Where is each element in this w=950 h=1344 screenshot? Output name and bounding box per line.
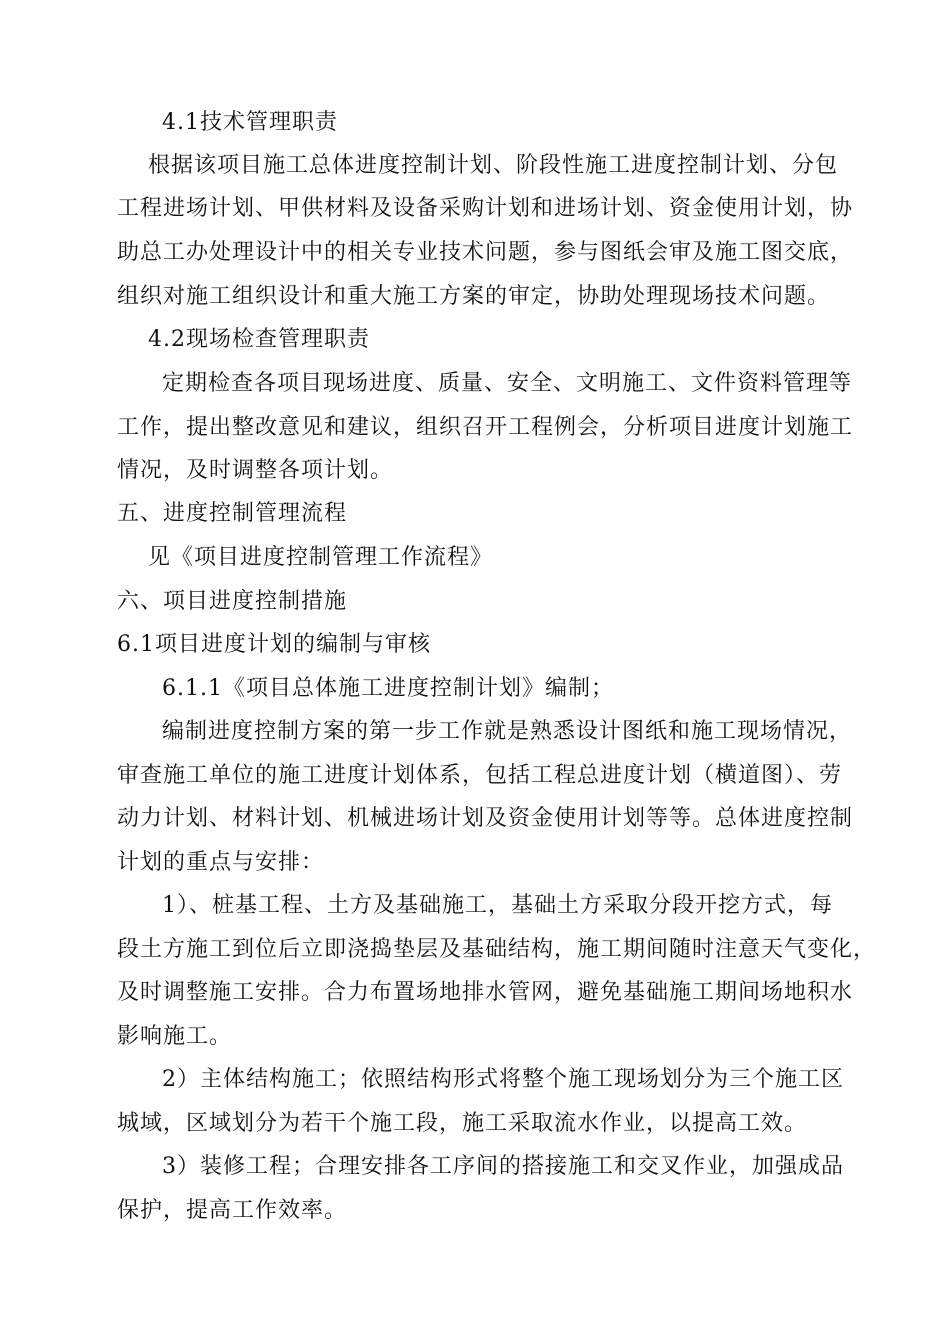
paragraph-line: 见《项目进度控制管理工作流程》 — [148, 545, 494, 570]
paragraph-line: 编制进度控制方案的第一步工作就是熟悉设计图纸和施工现场情况， — [162, 719, 853, 744]
section-heading-6-1: 6.1项目进度计划的编制与审核 — [117, 632, 431, 657]
paragraph-line: 工程进场计划、甲供材料及设备采购计划和进场计划、资金使用计划，协 — [117, 196, 854, 221]
list-item-line: 3）装修工程；合理安排各工序间的搭接施工和交叉作业，加强成品 — [162, 1154, 844, 1179]
paragraph-line: 定期检查各项目现场进度、质量、安全、文明施工、文件资料管理等 — [162, 371, 853, 396]
list-item-line: 保护，提高工作效率。 — [117, 1198, 348, 1223]
paragraph-line: 计划的重点与安排： — [117, 850, 325, 875]
section-heading-5: 五、进度控制管理流程 — [117, 501, 348, 526]
paragraph-line: 助总工办处理设计中的相关专业技术问题，参与图纸会审及施工图交底， — [117, 240, 854, 265]
section-heading-6: 六、项目进度控制措施 — [117, 589, 348, 614]
paragraph-line: 动力计划、材料计划、机械进场计划及资金使用计划等等。总体进度控制 — [117, 806, 854, 831]
section-heading-4-2: 4.2现场检查管理职责 — [148, 327, 370, 352]
section-heading-6-1-1: 6.1.1《项目总体施工进度控制计划》编制； — [162, 676, 614, 701]
section-heading-4-1: 4.1技术管理职责 — [162, 110, 338, 135]
list-item-line: 段土方施工到位后立即浇捣垫层及基础结构，施工期间随时注意天气变化， — [117, 937, 877, 962]
paragraph-line: 审查施工单位的施工进度计划体系，包括工程总进度计划（横道图）、劳 — [117, 763, 843, 788]
list-item-line: 1）、桩基工程、土方及基础施工，基础土方采取分段开挖方式，每 — [162, 893, 833, 918]
paragraph-line: 工作，提出整改意见和建议，组织召开工程例会，分析项目进度计划施工 — [117, 415, 854, 440]
paragraph-line: 情况，及时调整各项计划。 — [117, 458, 394, 483]
paragraph-line: 根据该项目施工总体进度控制计划、阶段性施工进度控制计划、分包 — [148, 153, 839, 178]
list-item-line: 影响施工。 — [117, 1024, 233, 1049]
paragraph-line: 组织对施工组织设计和重大施工方案的审定，协助处理现场技术问题。 — [117, 284, 831, 309]
list-item-line: 2）主体结构施工；依照结构形式将整个施工现场划分为三个施工区 — [162, 1067, 844, 1092]
list-item-line: 城域，区域划分为若干个施工段，施工采取流水作业，以提高工效。 — [117, 1111, 808, 1136]
list-item-line: 及时调整施工安排。合力布置场地排水管网，避免基础施工期间场地积水 — [117, 980, 854, 1005]
